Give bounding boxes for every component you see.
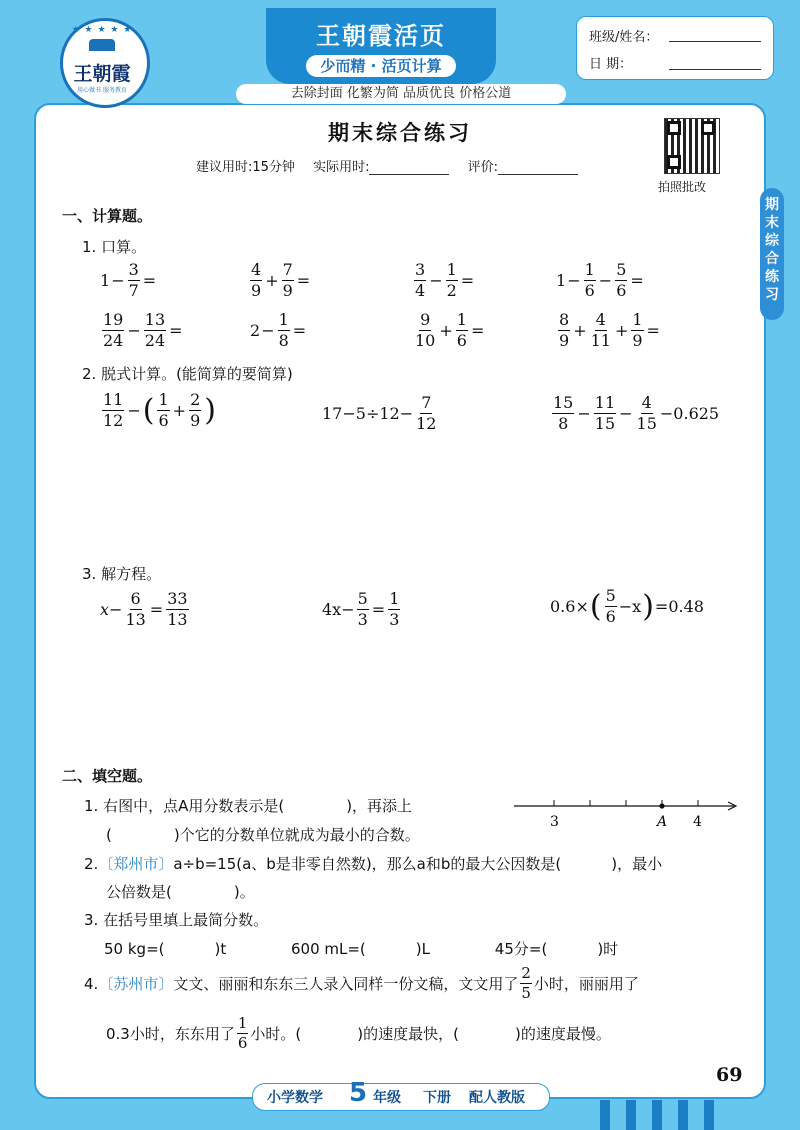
fill-q4-line1: 4. 〔苏州市〕 文文、丽丽和东东三人录入同样一份文稿，文文用了 $\frac{2}{5}$ 小时，丽丽用了 xyxy=(84,964,639,1002)
oral-problem-5: $\frac{19}{24}$ − $\frac{13}{24}$ = xyxy=(103,310,183,350)
publisher-logo xyxy=(60,18,150,108)
qr-label: 拍照批改 xyxy=(658,180,707,194)
logo-stars-icon: ★ ★ ★ ★ ★ xyxy=(71,25,133,35)
suggested-time: 建议用时:15分钟 xyxy=(196,160,295,175)
fill-q4-line2: 0.3小时，东东用了 $\frac{1}{6}$ 小时。( )的速度最快，( )的速度最慢。 xyxy=(106,1014,611,1052)
oral-problem-7: $\frac{9}{10}$ + $\frac{1}{6}$ = xyxy=(415,310,485,350)
equation-1: x− $\frac{6}{13}$ = $\frac{33}{13}$ xyxy=(100,589,188,629)
slogan-strip: 去除封面 化繁为简 品质优良 价格公道 xyxy=(236,84,566,104)
footer-strip xyxy=(252,1078,550,1111)
brand-title: 王朝霞活页 xyxy=(316,21,446,50)
fill-q1-line1: 1. 右图中，点A用分数表示是( )，再添上 xyxy=(84,797,413,815)
oral-heading: 1. 口算。 xyxy=(82,238,147,256)
actual-time-label: 实际用时: xyxy=(313,160,370,175)
qr-code-icon[interactable] xyxy=(664,118,720,174)
logo-text: 王朝霞 xyxy=(73,63,131,85)
fill-q1-line2: ( )个它的分数单位就成为最小的合数。 xyxy=(106,826,420,844)
rating-label: 评价: xyxy=(467,160,498,175)
page-number: 69 xyxy=(716,1064,743,1086)
fill-q2-line2: 公倍数是( )。 xyxy=(106,883,255,901)
binding-bar xyxy=(678,1100,688,1130)
qr-finder-mark xyxy=(667,155,681,169)
equation-heading: 3. 解方程。 xyxy=(82,565,162,583)
step-problem-2: 17−5÷12− $\frac{7}{12}$ xyxy=(322,393,437,433)
point-a-marker xyxy=(659,803,664,808)
footer-volume: 下册 xyxy=(423,1090,451,1106)
oral-problem-8: $\frac{8}{9}$ + $\frac{4}{11}$ + $\frac{1}{9}$ = xyxy=(559,310,660,350)
date-label: 日 期： xyxy=(589,57,633,72)
logo-tagline: 用心做书 服务教育 xyxy=(77,87,127,94)
class-name-label: 班级/姓名： xyxy=(589,30,659,45)
class-name-field[interactable] xyxy=(669,41,761,42)
city-tag-zhengzhou: 〔郑州市〕 xyxy=(98,855,174,873)
equation-2: 4x− $\frac{5}{3}$ = $\frac{1}{3}$ xyxy=(322,589,400,629)
oral-problem-3: $\frac{3}{4}$ − $\frac{1}{2}$ = xyxy=(415,260,475,300)
binding-bar xyxy=(652,1100,662,1130)
graduation-cap-icon xyxy=(89,39,115,51)
page-title: 期末综合练习 xyxy=(328,121,472,145)
brand-subtitle: 少而精 · 活页计算 xyxy=(306,55,456,77)
step-calc-heading: 2. 脱式计算。(能简算的要简算) xyxy=(82,365,293,383)
oral-problem-1: 1 − $\frac{3}{7}$ = xyxy=(100,260,157,300)
footer-subject: 小学数学 xyxy=(267,1090,323,1106)
fill-q3: 3. 在括号里填上最简分数。 xyxy=(84,911,269,929)
side-tab-label: 期末综合练习 xyxy=(760,188,784,320)
binding-bar xyxy=(704,1100,714,1130)
step-problem-1: $\frac{11}{12}$ − ( $\frac{1}{6}$ + $\frac{2}{9}$ ) xyxy=(103,390,216,430)
oral-problem-2: $\frac{4}{9}$ + $\frac{7}{9}$ = xyxy=(251,260,311,300)
actual-time-field[interactable] xyxy=(369,174,449,175)
student-info-box xyxy=(576,16,774,80)
fill-q2-line1: 2.〔郑州市〕a÷b=15(a、b是非零自然数)，那么a和b的最大公因数是( )，最小 xyxy=(84,855,663,873)
binding-bar xyxy=(600,1100,610,1130)
footer-grade-number: 5 xyxy=(349,1078,368,1108)
date-field[interactable] xyxy=(669,69,761,70)
number-line xyxy=(512,796,742,836)
qr-finder-mark xyxy=(667,121,681,135)
binding-bars xyxy=(590,1100,750,1130)
oral-problem-4: 1 − $\frac{1}{6}$ − $\frac{5}{6}$ = xyxy=(556,260,644,300)
fill-section-heading: 二、填空题。 xyxy=(62,767,153,785)
binding-bar xyxy=(626,1100,636,1130)
brand-banner xyxy=(266,8,496,84)
number-line-label-a: A xyxy=(657,814,668,830)
rating-field[interactable] xyxy=(498,174,578,175)
number-line-label-3: 3 xyxy=(550,814,559,830)
number-line-label-4: 4 xyxy=(693,814,702,830)
fill-q3-items: 50 kg=( )t 600 mL=( )L 45分=( )时 xyxy=(104,940,619,958)
calc-section-heading: 一、计算题。 xyxy=(62,207,153,225)
step-problem-3: $\frac{15}{8}$ − $\frac{11}{15}$ − $\frac{4}{15}$ −0.625 xyxy=(553,393,720,433)
qr-finder-mark xyxy=(701,121,715,135)
equation-3: 0.6× ( $\frac{5}{6}$ −x ) =0.48 xyxy=(550,586,704,626)
timing-line xyxy=(196,156,578,175)
city-tag-suzhou: 〔苏州市〕 xyxy=(98,975,174,993)
footer-grade: 年级 xyxy=(373,1090,401,1106)
footer-edition: 配人教版 xyxy=(469,1090,525,1106)
oral-problem-6: 2 − $\frac{1}{8}$ = xyxy=(250,310,307,350)
